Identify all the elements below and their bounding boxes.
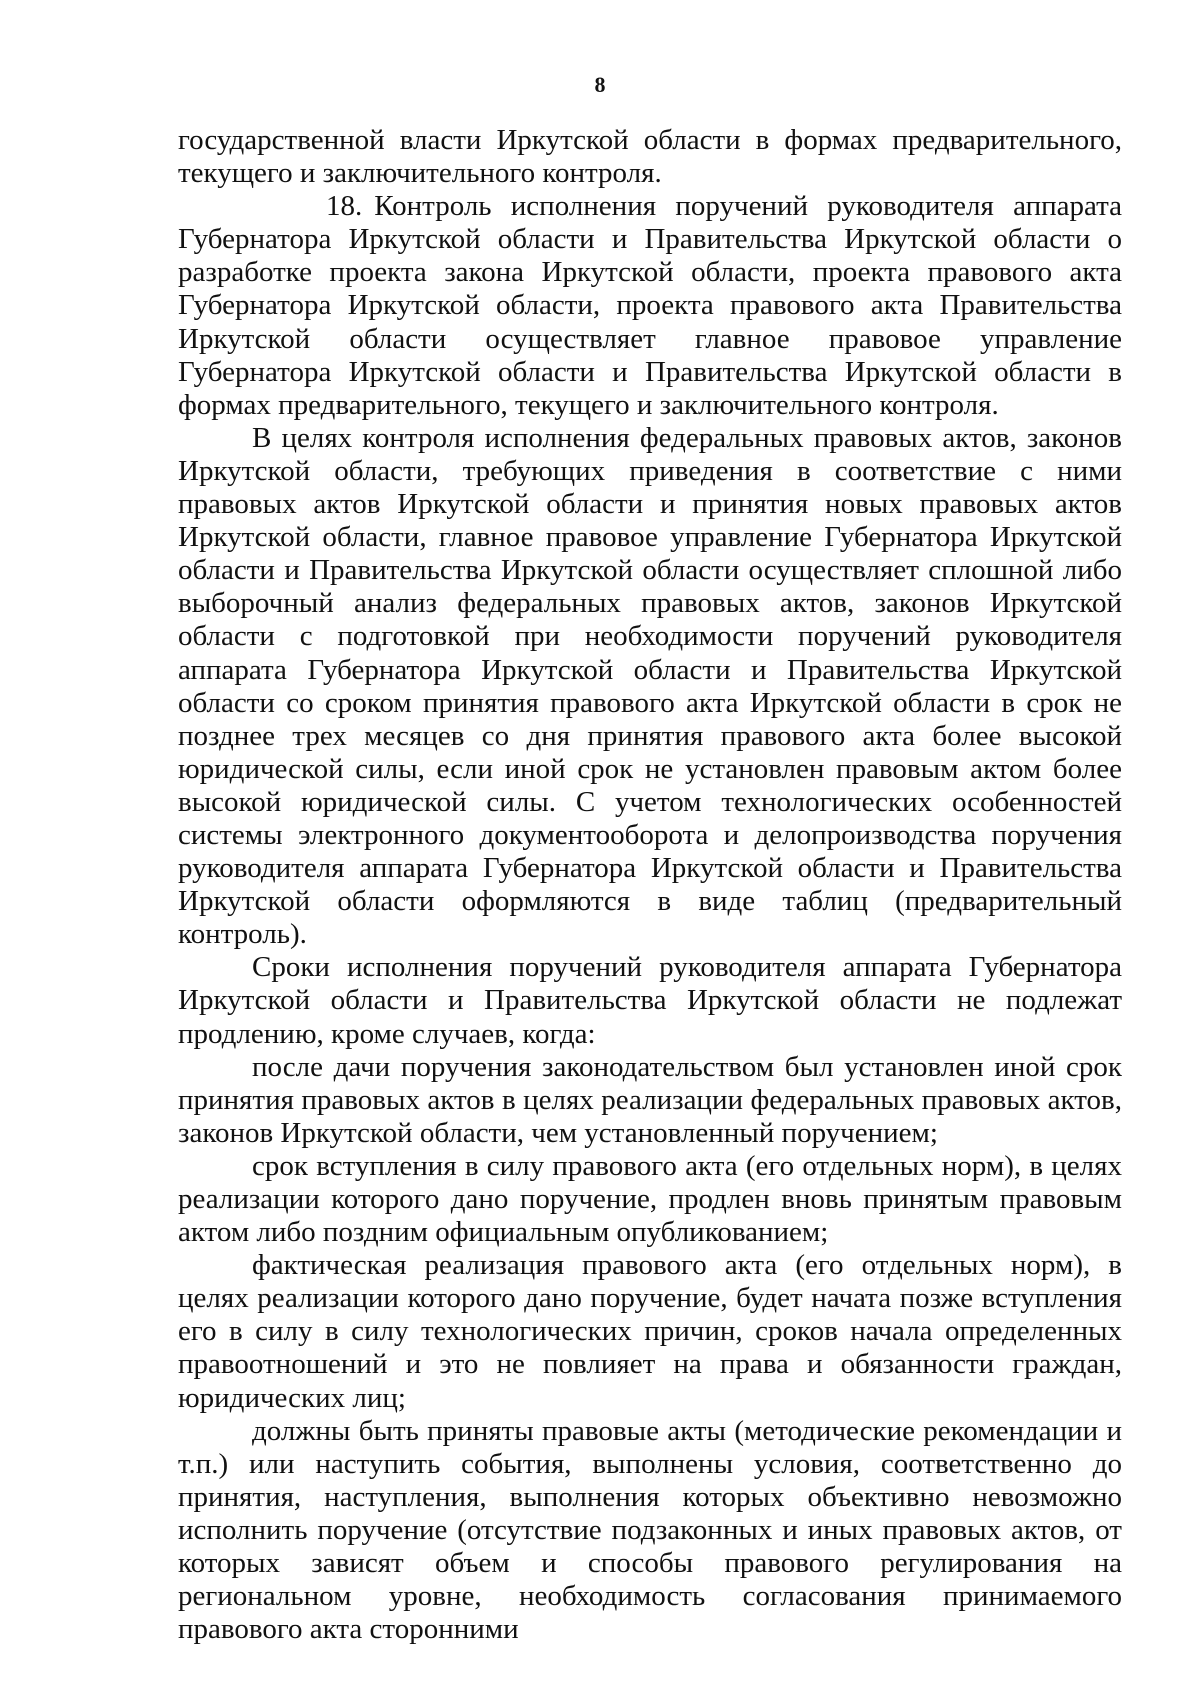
- paragraph-text: фактическая реализация правового акта (его отдельных норм), в целях реализации которого дано поручение, будет начата позже вступления его в силу в силу технологических причин, сроков начала определенных правоотношений и это не повлияет на права и обязанности граждан, юридических лиц;: [178, 1249, 1122, 1414]
- document-body: [178, 124, 1122, 1646]
- paragraph-case-3: [178, 1249, 1122, 1414]
- paragraph-case-1: [178, 1051, 1122, 1150]
- paragraph-text: Контроль исполнения поручений руководителя аппарата Губернатора Иркутской области и Правительства Иркутской области о разработке проекта закона Иркутской области, проекта правового акта Губернатора Иркутской области, проекта правового акта Правительства Иркутской области осуществляет главное правовое управление Губернатора Иркутской области и Правительства Иркутской области в формах предварительного, текущего и заключительного контроля.: [178, 190, 1122, 421]
- paragraph-deadlines: [178, 951, 1122, 1050]
- paragraph-text: Сроки исполнения поручений руководителя аппарата Губернатора Иркутской области и Правительства Иркутской области не подлежат продлению, кроме случаев, когда:: [178, 951, 1122, 1050]
- paragraph-case-4: [178, 1415, 1122, 1647]
- paragraph-continuation: [178, 124, 1122, 190]
- page-number: 8: [594, 72, 606, 97]
- paragraph-federal-acts-analysis: [178, 422, 1122, 952]
- paragraph-text: государственной власти Иркутской области в формах предварительного, текущего и заключительного контроля.: [178, 124, 1122, 190]
- paragraph-case-2: [178, 1150, 1122, 1249]
- paragraph-text: должны быть приняты правовые акты (методические рекомендации и т.п.) или наступить события, выполнены условия, соответственно до принятия, наступления, выполнения которых объективно невозможно исполнить поручение (отсутствие подзаконных и иных правовых актов, от которых зависят объем и способы правового регулирования на региональном уровне, необходимость согласования принимаемого правового акта сторонними: [178, 1414, 1122, 1646]
- item-number: 18.: [326, 190, 363, 223]
- paragraph-text: срок вступления в силу правового акта (его отдельных норм), в целях реализации которого дано поручение, продлен вновь принятым правовым актом либо поздним официальным опубликованием;: [178, 1149, 1122, 1249]
- paragraph-text: В целях контроля исполнения федеральных правовых актов, законов Иркутской области, требующих приведения в соответствие с ними правовых актов Иркутской области и принятия новых правовых актов Иркутской области, главное правовое управление Губернатора Иркутской области и Правительства Иркутской области осуществляет сплошной либо выборочный анализ федеральных правовых актов, законов Иркутской области с подготовкой при необходимости поручений руководителя аппарата Губернатора Иркутской области и Правительства Иркутской области со сроком принятия правового акта Иркутской области в срок не позднее трех месяцев со дня принятия правового акта более высокой юридической силы, если иной срок не установлен правовым актом более высокой юридической силы. С учетом технологических особенностей системы электронного документооборота и делопроизводства поручения руководителя аппарата Губернатора Иркутской области и Правительства Иркутской области оформляются в виде таблиц (предварительный контроль).: [178, 421, 1122, 951]
- paragraph-item-18: [178, 190, 1122, 422]
- paragraph-text: после дачи поручения законодательством был установлен иной срок принятия правовых актов в целях реализации федеральных правовых актов, законов Иркутской области, чем установленный поручением;: [178, 1050, 1122, 1149]
